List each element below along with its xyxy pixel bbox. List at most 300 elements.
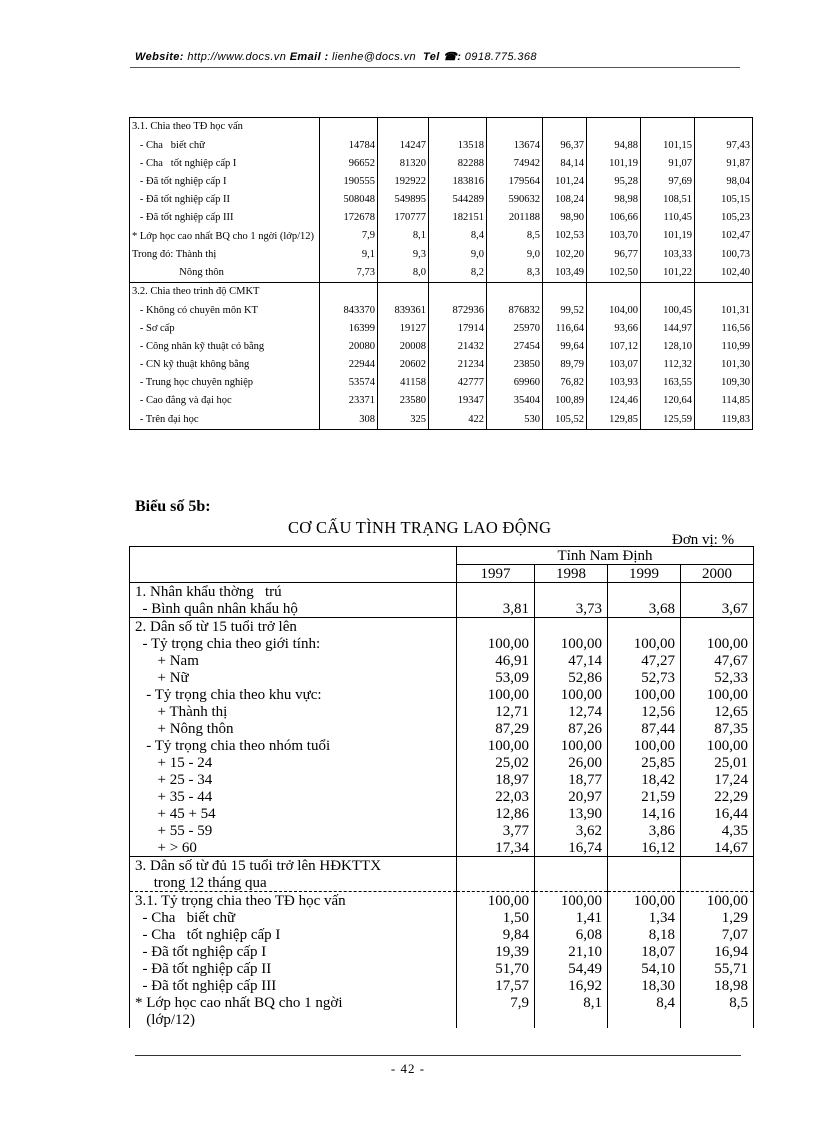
cell-value: 82288 <box>429 155 487 173</box>
cell-value: 308 <box>320 411 378 430</box>
cell-value <box>535 856 608 874</box>
cell-value: 12,71 <box>457 703 535 720</box>
cell-value: 120,64 <box>641 392 695 410</box>
cell-value: 108,24 <box>543 191 587 209</box>
table-row <box>130 771 754 788</box>
cell-value <box>535 1011 608 1028</box>
tel-label: Tel ☎: <box>423 51 462 63</box>
cell-value: 17,34 <box>457 839 535 857</box>
cell-value: 182151 <box>429 209 487 227</box>
cell-value: 3,67 <box>681 600 754 618</box>
cell-value <box>535 618 608 636</box>
cell-value <box>487 118 543 137</box>
table-row <box>130 173 753 191</box>
cell-value: 87,35 <box>681 720 754 737</box>
table-row <box>130 392 753 410</box>
cell-value: 17,57 <box>457 977 535 994</box>
row-label: - Đã tốt nghiệp cấp I <box>130 173 320 191</box>
table-row <box>130 652 754 669</box>
cell-value: 93,66 <box>587 320 641 338</box>
cell-value: 18,30 <box>608 977 681 994</box>
table-row <box>130 874 754 892</box>
table-row <box>130 788 754 805</box>
table-row <box>130 320 753 338</box>
cell-value: 12,65 <box>681 703 754 720</box>
row-label: - Cha tốt nghiệp cấp I <box>130 926 457 943</box>
table-row <box>130 245 753 263</box>
cell-value: 105,52 <box>543 411 587 430</box>
email-label: Email : <box>289 51 329 63</box>
cell-value: 52,86 <box>535 669 608 686</box>
cell-value: 97,43 <box>695 136 753 154</box>
year-header: 1999 <box>608 565 681 583</box>
cell-value: 103,49 <box>543 264 587 283</box>
cell-value: 108,51 <box>641 191 695 209</box>
table-row <box>130 227 753 245</box>
cell-value: 96,77 <box>587 245 641 263</box>
cell-value: 422 <box>429 411 487 430</box>
cell-value: 18,42 <box>608 771 681 788</box>
cell-value: 23850 <box>487 356 543 374</box>
row-label: 1. Nhân khẩu thờng trú <box>130 583 457 601</box>
row-label: 3.2. Chia theo trình độ CMKT <box>130 283 320 302</box>
row-label: + Thành thị <box>130 703 457 720</box>
cell-value <box>608 856 681 874</box>
cell-value: 105,15 <box>695 191 753 209</box>
cell-value: 3,81 <box>457 600 535 618</box>
row-label: - Trên đại học <box>130 411 320 430</box>
cell-value: 25970 <box>487 320 543 338</box>
cell-value: 100,00 <box>681 737 754 754</box>
cell-value: 192922 <box>378 173 429 191</box>
cell-value: 17914 <box>429 320 487 338</box>
cell-value: 103,93 <box>587 374 641 392</box>
cell-value: 102,20 <box>543 245 587 263</box>
cell-value: 25,02 <box>457 754 535 771</box>
cell-value: 872936 <box>429 301 487 319</box>
cell-value: 14,67 <box>681 839 754 857</box>
cell-value: 87,44 <box>608 720 681 737</box>
cell-value: 18,97 <box>457 771 535 788</box>
row-label: (lớp/12) <box>130 1011 457 1028</box>
table-row <box>130 960 754 977</box>
cell-value: 52,33 <box>681 669 754 686</box>
row-label: + 35 - 44 <box>130 788 457 805</box>
table-row <box>130 737 754 754</box>
table-row <box>130 720 754 737</box>
cell-value: 8,5 <box>681 994 754 1011</box>
cell-value: 544289 <box>429 191 487 209</box>
row-label: + 55 - 59 <box>130 822 457 839</box>
cell-value: 20008 <box>378 338 429 356</box>
table-title: CƠ CẤU TÌNH TRẠNG LAO ĐỘNG <box>288 518 552 537</box>
cell-value: 116,64 <box>543 320 587 338</box>
cell-value: 172678 <box>320 209 378 227</box>
cell-value <box>543 118 587 137</box>
table-row <box>130 892 754 910</box>
cell-value: 55,71 <box>681 960 754 977</box>
cell-value: 112,32 <box>641 356 695 374</box>
cell-value: 13,90 <box>535 805 608 822</box>
cell-value <box>641 283 695 302</box>
cell-value <box>695 283 753 302</box>
cell-value: 119,83 <box>695 411 753 430</box>
unit-label: Đơn vị: % <box>672 532 735 548</box>
cell-value: 102,53 <box>543 227 587 245</box>
cell-value: 100,73 <box>695 245 753 263</box>
cell-value: 590632 <box>487 191 543 209</box>
cell-value: 25,85 <box>608 754 681 771</box>
cell-value <box>695 118 753 137</box>
cell-value: 53574 <box>320 374 378 392</box>
cell-value: 8,5 <box>487 227 543 245</box>
cell-value: 16,12 <box>608 839 681 857</box>
cell-value: 9,3 <box>378 245 429 263</box>
cell-value: 47,67 <box>681 652 754 669</box>
table-row <box>130 374 753 392</box>
cell-value: 100,00 <box>608 635 681 652</box>
cell-value: 8,2 <box>429 264 487 283</box>
table-row <box>130 686 754 703</box>
table-row <box>130 301 753 319</box>
cell-value <box>457 856 535 874</box>
cell-value: 35404 <box>487 392 543 410</box>
cell-value: 839361 <box>378 301 429 319</box>
cell-value: 51,70 <box>457 960 535 977</box>
table-row <box>130 822 754 839</box>
row-label: - Bình quân nhân khẩu hộ <box>130 600 457 618</box>
table-row <box>130 635 754 652</box>
cell-value: 110,45 <box>641 209 695 227</box>
row-label: * Lớp học cao nhất BQ cho 1 ngời <box>130 994 457 1011</box>
cell-value: 19127 <box>378 320 429 338</box>
cell-value: 843370 <box>320 301 378 319</box>
cell-value: 98,98 <box>587 191 641 209</box>
cell-value: 101,19 <box>641 227 695 245</box>
cell-value: 20080 <box>320 338 378 356</box>
row-label: - Công nhân kỹ thuật có bằng <box>130 338 320 356</box>
cell-value: 109,30 <box>695 374 753 392</box>
cell-value: 100,00 <box>457 686 535 703</box>
cell-value <box>457 874 535 892</box>
row-label: + > 60 <box>130 839 457 857</box>
cell-value <box>608 618 681 636</box>
cell-value: 100,00 <box>681 892 754 910</box>
cell-value: 163,55 <box>641 374 695 392</box>
cell-value <box>608 1011 681 1028</box>
cell-value: 9,0 <box>429 245 487 263</box>
cell-value: 129,85 <box>587 411 641 430</box>
cell-value: 42777 <box>429 374 487 392</box>
cell-value: 95,28 <box>587 173 641 191</box>
cell-value: 21,10 <box>535 943 608 960</box>
row-label: - Sơ cấp <box>130 320 320 338</box>
cell-value: 94,88 <box>587 136 641 154</box>
cell-value: 3,73 <box>535 600 608 618</box>
row-label: - Tỷ trọng chia theo nhóm tuổi <box>130 737 457 754</box>
cell-value: 100,00 <box>457 892 535 910</box>
cell-value: 27454 <box>487 338 543 356</box>
cell-value: 41158 <box>378 374 429 392</box>
cell-value: 105,23 <box>695 209 753 227</box>
table-row <box>130 356 753 374</box>
cell-value: 23371 <box>320 392 378 410</box>
row-label: * Lớp học cao nhất BQ cho 1 ngời (lớp/12) <box>130 227 320 245</box>
cell-value: 20,97 <box>535 788 608 805</box>
cell-value: 508048 <box>320 191 378 209</box>
cell-value: 87,29 <box>457 720 535 737</box>
cell-value <box>608 874 681 892</box>
cell-value <box>587 118 641 137</box>
cell-value <box>429 283 487 302</box>
cell-value: 12,86 <box>457 805 535 822</box>
cell-value <box>535 874 608 892</box>
table-row <box>130 839 754 857</box>
table-row <box>130 118 753 137</box>
cell-value: 91,07 <box>641 155 695 173</box>
table-row <box>130 600 754 618</box>
cell-value: 107,12 <box>587 338 641 356</box>
cell-value: 46,91 <box>457 652 535 669</box>
cell-value: 16,44 <box>681 805 754 822</box>
cell-value: 87,26 <box>535 720 608 737</box>
table-row <box>130 338 753 356</box>
cell-value: 22,29 <box>681 788 754 805</box>
cell-value: 14784 <box>320 136 378 154</box>
table-row <box>130 703 754 720</box>
table-caption: Biểu số 5b: <box>135 498 211 515</box>
cell-value: 124,46 <box>587 392 641 410</box>
table-row <box>130 754 754 771</box>
footer-divider <box>135 1055 741 1056</box>
table-row <box>130 191 753 209</box>
table-row <box>130 909 754 926</box>
cell-value: 19347 <box>429 392 487 410</box>
cell-value: 114,85 <box>695 392 753 410</box>
cell-value <box>320 283 378 302</box>
cell-value <box>543 283 587 302</box>
cell-value: 101,24 <box>543 173 587 191</box>
cell-value: 183816 <box>429 173 487 191</box>
cell-value: 100,00 <box>608 892 681 910</box>
cell-value: 76,82 <box>543 374 587 392</box>
cell-value: 325 <box>378 411 429 430</box>
cell-value: 170777 <box>378 209 429 227</box>
table-header-row-years <box>130 565 754 583</box>
cell-value: 74942 <box>487 155 543 173</box>
cell-value <box>587 283 641 302</box>
table-row <box>130 136 753 154</box>
page-header <box>135 50 537 63</box>
cell-value: 125,59 <box>641 411 695 430</box>
table-row <box>130 805 754 822</box>
table-row <box>130 264 753 283</box>
cell-value: 89,79 <box>543 356 587 374</box>
cell-value <box>535 583 608 601</box>
cell-value: 101,15 <box>641 136 695 154</box>
cell-value: 96,37 <box>543 136 587 154</box>
table-row <box>130 926 754 943</box>
cell-value: 53,09 <box>457 669 535 686</box>
cell-value: 14247 <box>378 136 429 154</box>
cell-value: 8,18 <box>608 926 681 943</box>
cell-value: 54,10 <box>608 960 681 977</box>
cell-value <box>378 283 429 302</box>
row-label: + Nữ <box>130 669 457 686</box>
cell-value: 100,00 <box>457 635 535 652</box>
cell-value: 22944 <box>320 356 378 374</box>
region-header: Tỉnh Nam Định <box>457 547 754 565</box>
row-label: - Đã tốt nghiệp cấp II <box>130 191 320 209</box>
cell-value: 102,40 <box>695 264 753 283</box>
row-label: + 15 - 24 <box>130 754 457 771</box>
cell-value: 47,14 <box>535 652 608 669</box>
row-label: 3.1. Chia theo TĐ học vấn <box>130 118 320 137</box>
cell-value: 13674 <box>487 136 543 154</box>
cell-value: 100,00 <box>535 686 608 703</box>
cell-value <box>681 856 754 874</box>
labor-structure-table <box>129 546 754 1028</box>
table-row <box>130 977 754 994</box>
cell-value <box>681 874 754 892</box>
cell-value: 110,99 <box>695 338 753 356</box>
cell-value <box>457 618 535 636</box>
cell-value: 21234 <box>429 356 487 374</box>
cell-value: 12,74 <box>535 703 608 720</box>
cell-value: 8,0 <box>378 264 429 283</box>
table-row <box>130 209 753 227</box>
table-row <box>130 583 754 601</box>
cell-value: 101,19 <box>587 155 641 173</box>
cell-value: 876832 <box>487 301 543 319</box>
cell-value: 1,29 <box>681 909 754 926</box>
cell-value <box>429 118 487 137</box>
table-header-row-region <box>130 547 754 565</box>
statistics-table-continuation <box>129 117 753 430</box>
table-row <box>130 411 753 430</box>
table-row <box>130 618 754 636</box>
table-row <box>130 943 754 960</box>
page-number: - 42 - <box>390 1061 426 1076</box>
cell-value: 100,00 <box>535 737 608 754</box>
cell-value <box>457 1011 535 1028</box>
cell-value: 100,00 <box>681 686 754 703</box>
table-row <box>130 1011 754 1028</box>
email-link[interactable]: lienhe@docs.vn <box>332 51 417 63</box>
cell-value: 100,00 <box>457 737 535 754</box>
cell-value: 3,62 <box>535 822 608 839</box>
cell-value: 8,1 <box>535 994 608 1011</box>
header-divider <box>130 67 740 68</box>
cell-value: 21432 <box>429 338 487 356</box>
cell-value: 22,03 <box>457 788 535 805</box>
cell-value: 3,86 <box>608 822 681 839</box>
cell-value: 8,4 <box>608 994 681 1011</box>
cell-value: 96652 <box>320 155 378 173</box>
cell-value <box>681 618 754 636</box>
cell-value: 201188 <box>487 209 543 227</box>
cell-value <box>608 583 681 601</box>
cell-value: 20602 <box>378 356 429 374</box>
row-label: - Cha biết chữ <box>130 136 320 154</box>
cell-value: 103,07 <box>587 356 641 374</box>
cell-value: 21,59 <box>608 788 681 805</box>
table-row <box>130 994 754 1011</box>
table-row <box>130 155 753 173</box>
cell-value: 19,39 <box>457 943 535 960</box>
cell-value: 3,77 <box>457 822 535 839</box>
cell-value: 100,00 <box>535 892 608 910</box>
cell-value: 52,73 <box>608 669 681 686</box>
row-label: - Đã tốt nghiệp cấp II <box>130 960 457 977</box>
cell-value: 549895 <box>378 191 429 209</box>
cell-value: 16399 <box>320 320 378 338</box>
cell-value: 47,27 <box>608 652 681 669</box>
cell-value <box>681 1011 754 1028</box>
cell-value: 100,00 <box>681 635 754 652</box>
cell-value: 12,56 <box>608 703 681 720</box>
cell-value: 104,00 <box>587 301 641 319</box>
cell-value: 102,50 <box>587 264 641 283</box>
cell-value <box>457 583 535 601</box>
website-link[interactable]: http://www.docs.vn <box>187 51 287 63</box>
cell-value: 18,98 <box>681 977 754 994</box>
cell-value: 16,74 <box>535 839 608 857</box>
tel-value: 0918.775.368 <box>464 51 537 63</box>
cell-value <box>641 118 695 137</box>
cell-value: 1,50 <box>457 909 535 926</box>
cell-value: 8,3 <box>487 264 543 283</box>
cell-value: 7,73 <box>320 264 378 283</box>
cell-value: 98,90 <box>543 209 587 227</box>
row-label: - Tỷ trọng chia theo giới tính: <box>130 635 457 652</box>
cell-value: 100,89 <box>543 392 587 410</box>
cell-value <box>681 583 754 601</box>
cell-value <box>320 118 378 137</box>
row-label: - Cha biết chữ <box>130 909 457 926</box>
cell-value: 179564 <box>487 173 543 191</box>
row-label: - Không có chuyên môn KT <box>130 301 320 319</box>
year-header: 1998 <box>535 565 608 583</box>
row-label: - Cao đẳng và đại học <box>130 392 320 410</box>
cell-value: 99,64 <box>543 338 587 356</box>
row-label: + 25 - 34 <box>130 771 457 788</box>
row-label: - Cha tốt nghiệp cấp I <box>130 155 320 173</box>
row-label: 3.1. Tỷ trọng chia theo TĐ học vấn <box>130 892 457 910</box>
cell-value: 103,70 <box>587 227 641 245</box>
cell-value: 26,00 <box>535 754 608 771</box>
cell-value: 69960 <box>487 374 543 392</box>
cell-value: 100,00 <box>608 737 681 754</box>
cell-value: 13518 <box>429 136 487 154</box>
cell-value: 91,87 <box>695 155 753 173</box>
cell-value: 14,16 <box>608 805 681 822</box>
cell-value: 97,69 <box>641 173 695 191</box>
cell-value: 103,33 <box>641 245 695 263</box>
cell-value: 7,9 <box>320 227 378 245</box>
year-header: 2000 <box>681 565 754 583</box>
row-label: - CN kỹ thuật không bằng <box>130 356 320 374</box>
row-label: 3. Dân số từ đủ 15 tuổi trở lên HĐKTTX <box>130 856 457 874</box>
cell-value: 102,47 <box>695 227 753 245</box>
row-label: + Nam <box>130 652 457 669</box>
cell-value: 7,9 <box>457 994 535 1011</box>
cell-value: 18,77 <box>535 771 608 788</box>
table-row <box>130 856 754 874</box>
row-label: - Đã tốt nghiệp cấp III <box>130 209 320 227</box>
cell-value: 98,04 <box>695 173 753 191</box>
row-label: - Đã tốt nghiệp cấp III <box>130 977 457 994</box>
